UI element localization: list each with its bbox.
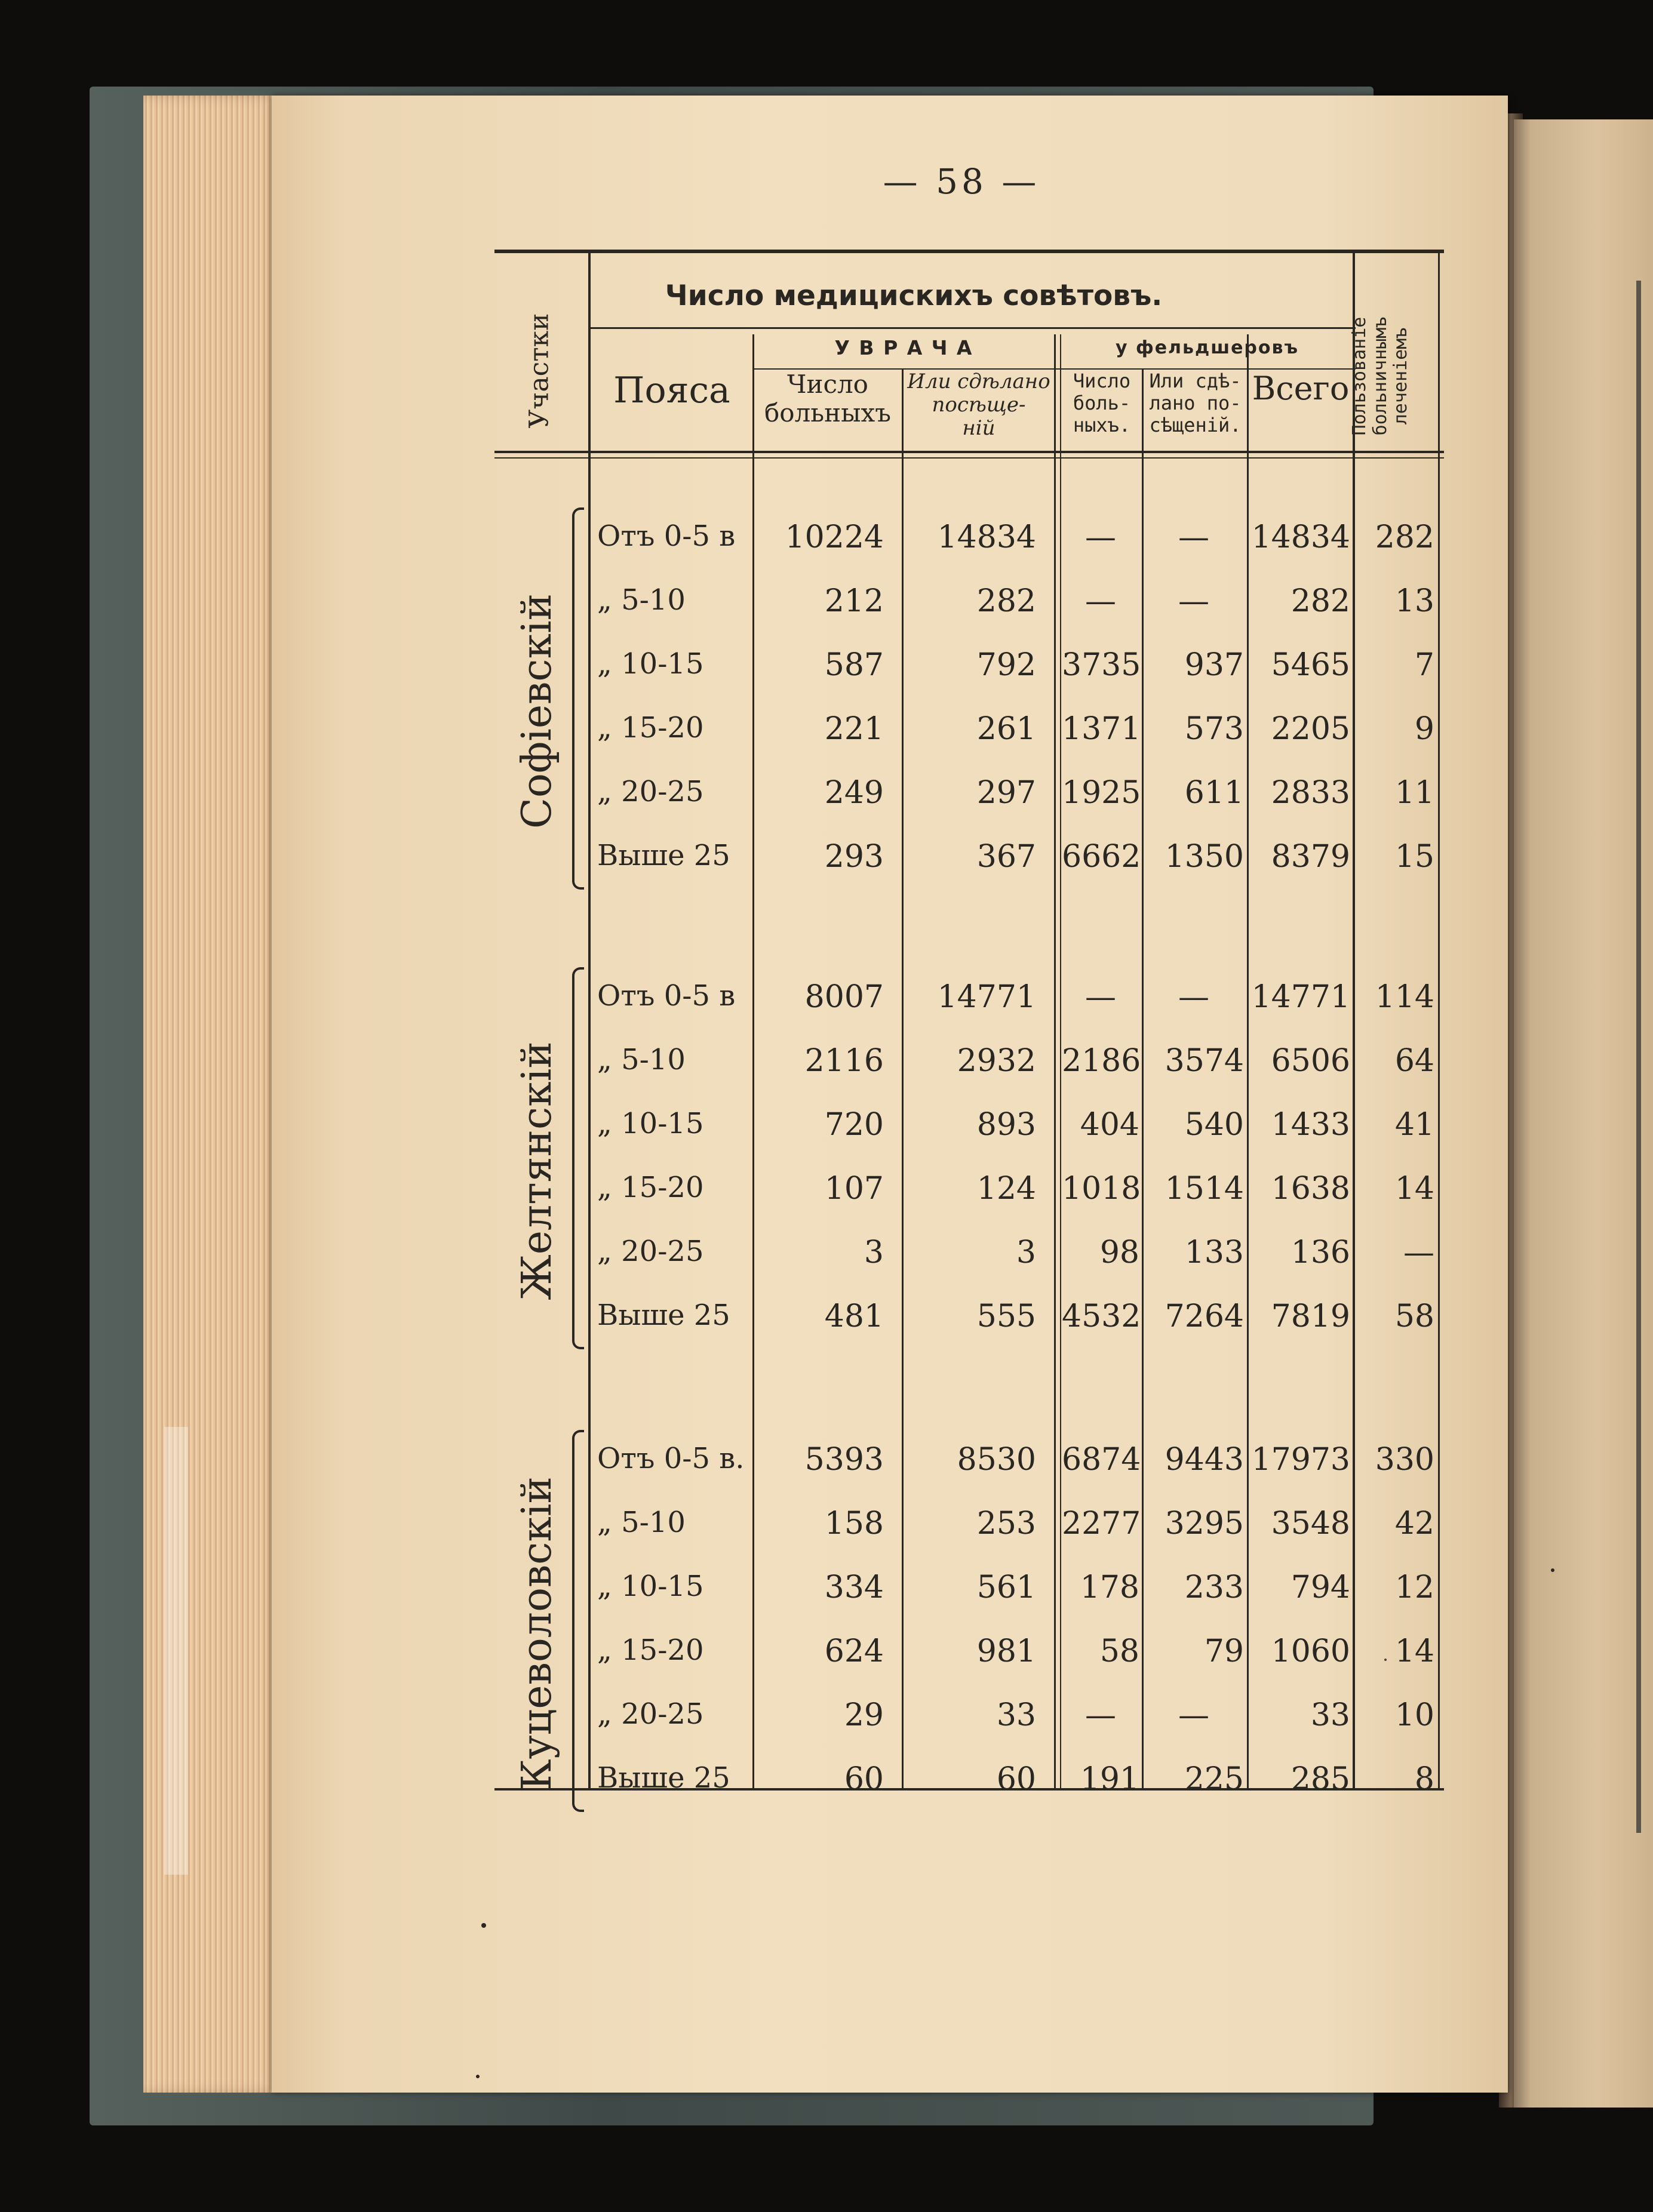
cell-fel-patients: 404 <box>1080 1107 1139 1143</box>
cell-doc-visits: 561 <box>976 1570 1036 1605</box>
cell-doc-visits: 124 <box>976 1171 1036 1207</box>
col-rule-doc-patients <box>902 369 904 1788</box>
cell-total: 17973 <box>1251 1442 1350 1478</box>
col-rule-fel-visits <box>1247 334 1249 1788</box>
cell-doc-patients: 293 <box>824 839 884 875</box>
cell-hospital: 58 <box>1394 1299 1434 1334</box>
cell-doc-patients: 481 <box>824 1299 884 1334</box>
cell-fel-patients: 178 <box>1080 1570 1139 1605</box>
cell-zone: „ 10-15 <box>597 1570 704 1603</box>
cell-doc-patients: 158 <box>824 1506 884 1542</box>
cell-zone: „ 15-20 <box>597 1633 704 1667</box>
cell-zone: „ 20-25 <box>597 1697 704 1731</box>
header-feldsher-patients <box>1062 370 1142 436</box>
header-feldsher-patients-line3: ныхъ. <box>1073 413 1131 436</box>
cell-doc-visits: 14771 <box>937 979 1036 1015</box>
cell-doc-visits: 261 <box>976 711 1036 747</box>
cell-doc-patients: 3 <box>864 1235 884 1270</box>
col-rule-doc-visits <box>1054 334 1056 1788</box>
cell-zone: „ 5-10 <box>597 1506 686 1539</box>
cell-fel-visits: 7264 <box>1165 1299 1244 1334</box>
header-feldsher-visits-line2: лано по- <box>1149 391 1242 414</box>
cell-doc-patients: 249 <box>824 775 884 811</box>
cell-fel-visits: 937 <box>1184 647 1244 683</box>
cell-total: 794 <box>1291 1570 1350 1605</box>
cell-fel-patients: 6874 <box>1062 1442 1141 1478</box>
cell-doc-visits: 8530 <box>957 1442 1036 1478</box>
cell-hospital: 10 <box>1394 1697 1434 1733</box>
cell-doc-visits: 3 <box>1016 1235 1036 1270</box>
cell-total: 1433 <box>1271 1107 1350 1143</box>
cell-fel-visits: — <box>1178 1697 1209 1733</box>
header-feldsher-patients-line2: боль- <box>1073 391 1131 414</box>
cell-hospital: 114 <box>1375 979 1434 1015</box>
header-hospital-line3: леченіемъ <box>1390 327 1411 425</box>
header-hospital <box>1350 275 1433 478</box>
header-doctor-visits-line2: посѣще- <box>932 393 1026 417</box>
header-zones: Пояса <box>613 370 730 411</box>
cell-doc-visits: 33 <box>996 1697 1036 1733</box>
cell-fel-patients: 3735 <box>1062 647 1141 683</box>
header-doctor-group: У В Р А Ч А <box>834 336 973 359</box>
cell-doc-patients: 587 <box>824 647 884 683</box>
cell-fel-patients: 2277 <box>1062 1506 1141 1542</box>
header-doctor-patients-line2: больныхъ <box>764 398 891 428</box>
cell-total: 136 <box>1291 1235 1350 1270</box>
cell-total: 2205 <box>1271 711 1350 747</box>
cell-total: 7819 <box>1271 1299 1350 1334</box>
cell-hospital: 14 <box>1394 1633 1434 1669</box>
cell-total: 1638 <box>1271 1171 1350 1207</box>
cell-zone: „ 20-25 <box>597 1235 704 1268</box>
header-bottom-rule <box>494 451 1444 453</box>
cell-total: 14834 <box>1251 519 1350 555</box>
cell-zone: Отъ 0-5 в <box>597 979 736 1013</box>
cell-zone: Отъ 0-5 в <box>597 519 736 553</box>
cell-hospital: 9 <box>1414 711 1434 747</box>
cell-hospital: 14 <box>1394 1171 1434 1207</box>
cell-fel-patients: — <box>1085 1697 1116 1733</box>
cell-doc-patients: 8007 <box>804 979 884 1015</box>
district-label: Софіевскій <box>514 593 561 829</box>
cell-zone: „ 10-15 <box>597 1107 704 1140</box>
cell-fel-visits: 573 <box>1184 711 1244 747</box>
cell-total: 3548 <box>1271 1506 1350 1542</box>
cell-doc-visits: 792 <box>976 647 1036 683</box>
col-rule-doc-visits-2 <box>1060 334 1061 1788</box>
cell-doc-patients: 29 <box>844 1697 884 1733</box>
table-top-rule <box>494 250 1444 253</box>
cell-fel-visits: 225 <box>1184 1761 1244 1797</box>
cell-fel-visits: — <box>1178 979 1209 1015</box>
col-rule-total <box>1353 250 1355 1788</box>
cell-zone: Отъ 0-5 в. <box>597 1442 745 1475</box>
cell-fel-visits: 540 <box>1184 1107 1244 1143</box>
header-doctor-patients-line1: Число <box>787 370 868 399</box>
cell-hospital: 42 <box>1394 1506 1434 1542</box>
cell-zone: „ 10-15 <box>597 647 704 681</box>
cell-fel-patients: 1925 <box>1062 775 1141 811</box>
cell-fel-patients: — <box>1085 519 1116 555</box>
cell-doc-visits: 282 <box>976 583 1036 619</box>
cell-doc-visits: 2932 <box>957 1043 1036 1079</box>
cell-fel-visits: 233 <box>1184 1570 1244 1605</box>
cell-fel-visits: 611 <box>1184 775 1244 811</box>
cell-doc-visits: 555 <box>976 1299 1036 1334</box>
cell-fel-visits: 3574 <box>1165 1043 1244 1079</box>
cell-doc-patients: 221 <box>824 711 884 747</box>
header-doctor-visits-line3: ній <box>962 416 996 441</box>
cell-fel-patients: — <box>1085 583 1116 619</box>
cell-hospital: 8 <box>1414 1761 1434 1797</box>
cell-fel-patients: — <box>1085 979 1116 1015</box>
cell-fel-patients: 4532 <box>1062 1299 1141 1334</box>
col-rule-zones <box>752 334 754 1788</box>
cell-doc-patients: 5393 <box>804 1442 884 1478</box>
cell-zone: „ 5-10 <box>597 583 686 617</box>
cell-hospital: — <box>1403 1235 1434 1270</box>
cell-doc-visits: 367 <box>976 839 1036 875</box>
cell-total: 2833 <box>1271 775 1350 811</box>
district-label: Куцеволовскій <box>514 1476 561 1790</box>
district-brace <box>572 967 584 1349</box>
cell-hospital: 330 <box>1375 1442 1434 1478</box>
district-label: Желтянскій <box>514 1041 561 1300</box>
cell-doc-visits: 297 <box>976 775 1036 811</box>
cell-total: 6506 <box>1271 1043 1350 1079</box>
cell-total: 8379 <box>1271 839 1350 875</box>
cell-doc-visits: 14834 <box>937 519 1036 555</box>
page-number: — 58 — <box>883 161 1040 202</box>
cell-zone: „ 15-20 <box>597 1171 704 1204</box>
cell-doc-visits: 253 <box>976 1506 1036 1542</box>
cell-hospital: 15 <box>1394 839 1434 875</box>
cell-total: 33 <box>1310 1697 1350 1733</box>
cell-doc-patients: 10224 <box>785 519 884 555</box>
cell-doc-patients: 720 <box>824 1107 884 1143</box>
cell-zone: Выше 25 <box>597 1761 730 1795</box>
cell-fel-patients: 191 <box>1080 1761 1139 1797</box>
cell-zone: „ 5-10 <box>597 1043 686 1076</box>
header-district: Участки <box>524 313 555 429</box>
cell-doc-patients: 60 <box>844 1761 884 1797</box>
cell-fel-visits: 1514 <box>1165 1171 1244 1207</box>
cell-total: 282 <box>1291 583 1350 619</box>
cell-total: 285 <box>1291 1761 1350 1797</box>
cell-hospital: 282 <box>1375 519 1434 555</box>
cell-hospital: 12 <box>1394 1570 1434 1605</box>
cell-total: 5465 <box>1271 647 1350 683</box>
cell-fel-patients: 2186 <box>1062 1043 1141 1079</box>
header-total: Всего <box>1252 370 1350 407</box>
cell-doc-visits: 893 <box>976 1107 1036 1143</box>
district-brace <box>572 1430 584 1812</box>
header-hospital-line2: больничнымъ <box>1369 316 1391 436</box>
cell-total: 14771 <box>1251 979 1350 1015</box>
cell-zone: Выше 25 <box>597 1299 730 1332</box>
cell-fel-visits: — <box>1178 583 1209 619</box>
cell-fel-patients: 1018 <box>1062 1171 1141 1207</box>
cell-doc-patients: 212 <box>824 583 884 619</box>
header-doctor-patients <box>754 370 902 428</box>
col-rule-district <box>588 250 591 1788</box>
header-bottom-rule-2 <box>494 457 1444 459</box>
cell-fel-visits: 9443 <box>1165 1442 1244 1478</box>
header-feldsher-visits-line1: Или сдѣ- <box>1149 370 1242 392</box>
cell-hospital: 13 <box>1394 583 1434 619</box>
cell-doc-patients: 624 <box>824 1633 884 1669</box>
cell-fel-patients: 98 <box>1099 1235 1139 1270</box>
cell-fel-visits: — <box>1178 519 1209 555</box>
cell-hospital: 7 <box>1414 647 1434 683</box>
cell-fel-visits: 3295 <box>1165 1506 1244 1542</box>
header-doctor-visits-line1: Или сдѣлано <box>907 370 1050 393</box>
header-feldsher-visits <box>1144 370 1247 436</box>
cell-doc-visits: 60 <box>996 1761 1036 1797</box>
cell-fel-visits: 79 <box>1204 1633 1244 1669</box>
cell-total: 1060 <box>1271 1633 1350 1669</box>
header-title-rule <box>588 327 1356 329</box>
cell-doc-patients: 334 <box>824 1570 884 1605</box>
cell-zone: „ 20-25 <box>597 775 704 808</box>
cell-fel-patients: 6662 <box>1062 839 1141 875</box>
cell-fel-visits: 133 <box>1184 1235 1244 1270</box>
cell-doc-patients: 2116 <box>804 1043 884 1079</box>
cell-hospital: 41 <box>1394 1107 1434 1143</box>
col-rule-right <box>1438 250 1440 1788</box>
cell-hospital: 64 <box>1394 1043 1434 1079</box>
header-feldsher-visits-line3: сѣщеній. <box>1149 413 1242 436</box>
cell-fel-patients: 1371 <box>1062 711 1141 747</box>
header-hospital-line1: Пользованіе <box>1349 316 1370 436</box>
cell-zone: „ 15-20 <box>597 711 704 744</box>
header-doctor-visits <box>904 370 1054 440</box>
cell-doc-visits: 981 <box>976 1633 1036 1669</box>
cell-fel-visits: 1350 <box>1165 839 1244 875</box>
district-brace <box>572 507 584 890</box>
cell-doc-patients: 107 <box>824 1171 884 1207</box>
header-feldsher-group: у фельдшеровъ <box>1115 337 1299 358</box>
cell-hospital: 11 <box>1394 775 1434 811</box>
header-feldsher-patients-line1: Число <box>1073 370 1131 392</box>
cell-zone: Выше 25 <box>597 839 730 872</box>
cell-fel-patients: 58 <box>1099 1633 1139 1669</box>
table-title: Число медицискихъ совѣтовъ. <box>665 279 1163 312</box>
